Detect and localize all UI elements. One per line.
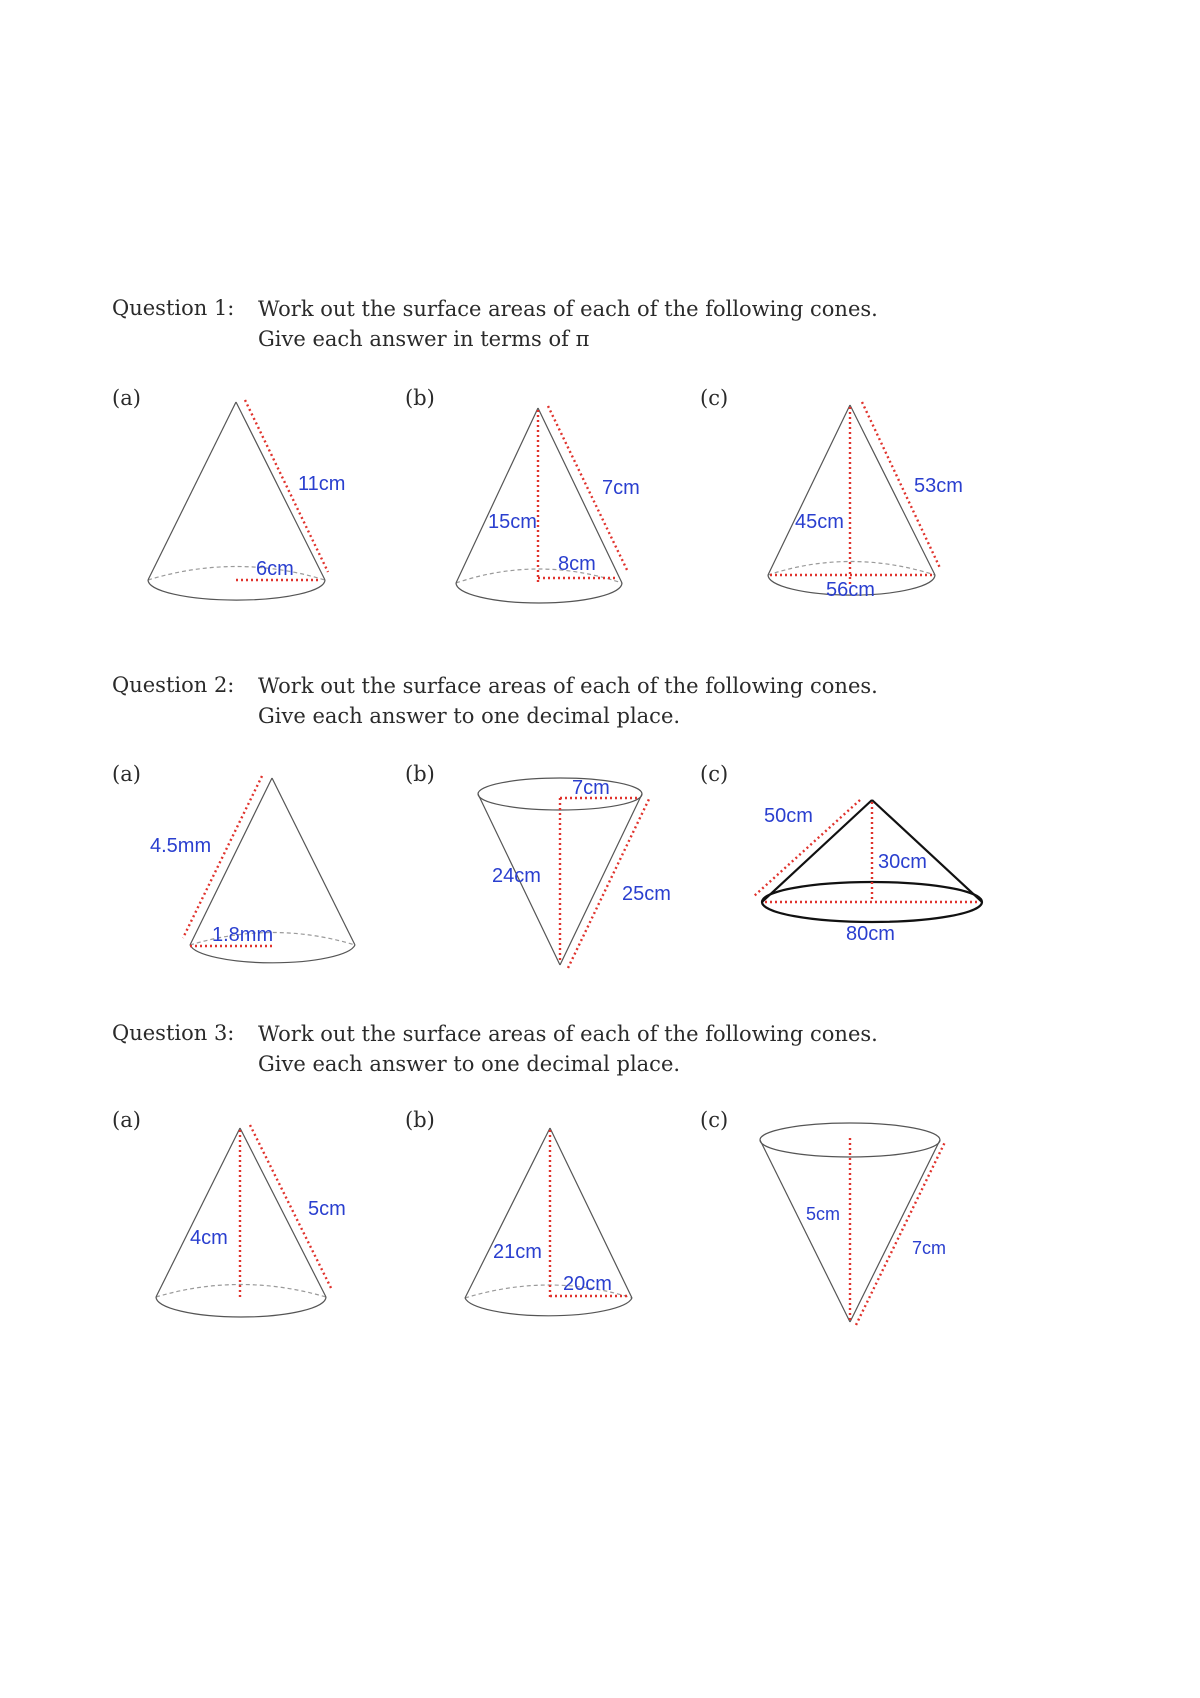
q3a-cone (156, 1125, 346, 1317)
q1a-slant-label: 11cm (298, 473, 346, 495)
q2-part-b-label: (b) (405, 762, 435, 786)
q3a-slant-label: 5cm (308, 1198, 346, 1220)
q2b-height-label: 24cm (492, 865, 541, 887)
question-3-line1: Work out the surface areas of each of the following cones. (258, 1022, 878, 1046)
question-2-line1: Work out the surface areas of each of the following cones. (258, 674, 878, 698)
q2-part-a-label: (a) (112, 762, 141, 786)
q2a-slant-label: 4.5mm (150, 835, 212, 857)
question-1-title: Question 1: (112, 296, 235, 320)
q2c-diameter-label: 80cm (846, 923, 895, 945)
q2-part-c-label: (c) (700, 762, 729, 786)
q2b-radius-label: 7cm (572, 777, 610, 799)
q2b-cone (478, 777, 671, 968)
q1-part-c-label: (c) (700, 386, 729, 410)
q2c-height-label: 30cm (878, 851, 927, 873)
q3b-height-label: 21cm (493, 1241, 542, 1263)
question-3-line2: Give each answer to one decimal place. (258, 1052, 681, 1076)
q3-part-a-label: (a) (112, 1108, 141, 1132)
question-2-line2: Give each answer to one decimal place. (258, 704, 681, 728)
q1-part-a-label: (a) (112, 386, 141, 410)
q3c-cone (760, 1123, 946, 1325)
q3c-slant-label: 7cm (912, 1238, 947, 1258)
q2a-radius-label: 1.8mm (212, 924, 274, 946)
q3b-cone (465, 1128, 632, 1316)
q1c-cone (768, 402, 963, 601)
question-1-line1: Work out the surface areas of each of the following cones. (258, 297, 878, 321)
q2c-cone (753, 800, 982, 945)
q3b-radius-label: 20cm (563, 1273, 612, 1295)
q1c-slant-label: 53cm (914, 475, 963, 497)
question-1-line2: Give each answer in terms of π (258, 327, 590, 351)
q1b-cone (456, 406, 640, 603)
q3-part-c-label: (c) (700, 1108, 729, 1132)
question-3-title: Question 3: (112, 1021, 235, 1045)
q1a-cone (148, 400, 345, 600)
q1c-height-label: 45cm (795, 511, 844, 533)
q1b-slant-label: 7cm (602, 477, 640, 499)
q3c-height-label: 5cm (806, 1204, 841, 1224)
q1c-diameter-label: 56cm (826, 579, 875, 601)
q2c-slant-label: 50cm (764, 805, 813, 827)
q1a-radius-label: 6cm (256, 558, 294, 580)
q2b-slant-label: 25cm (622, 883, 671, 905)
question-2-title: Question 2: (112, 673, 235, 697)
q3a-height-label: 4cm (190, 1227, 228, 1249)
q3-part-b-label: (b) (405, 1108, 435, 1132)
q1b-radius-label: 8cm (558, 553, 596, 575)
q1b-height-label: 15cm (488, 511, 537, 533)
q2a-cone (150, 776, 355, 963)
q1-part-b-label: (b) (405, 386, 435, 410)
